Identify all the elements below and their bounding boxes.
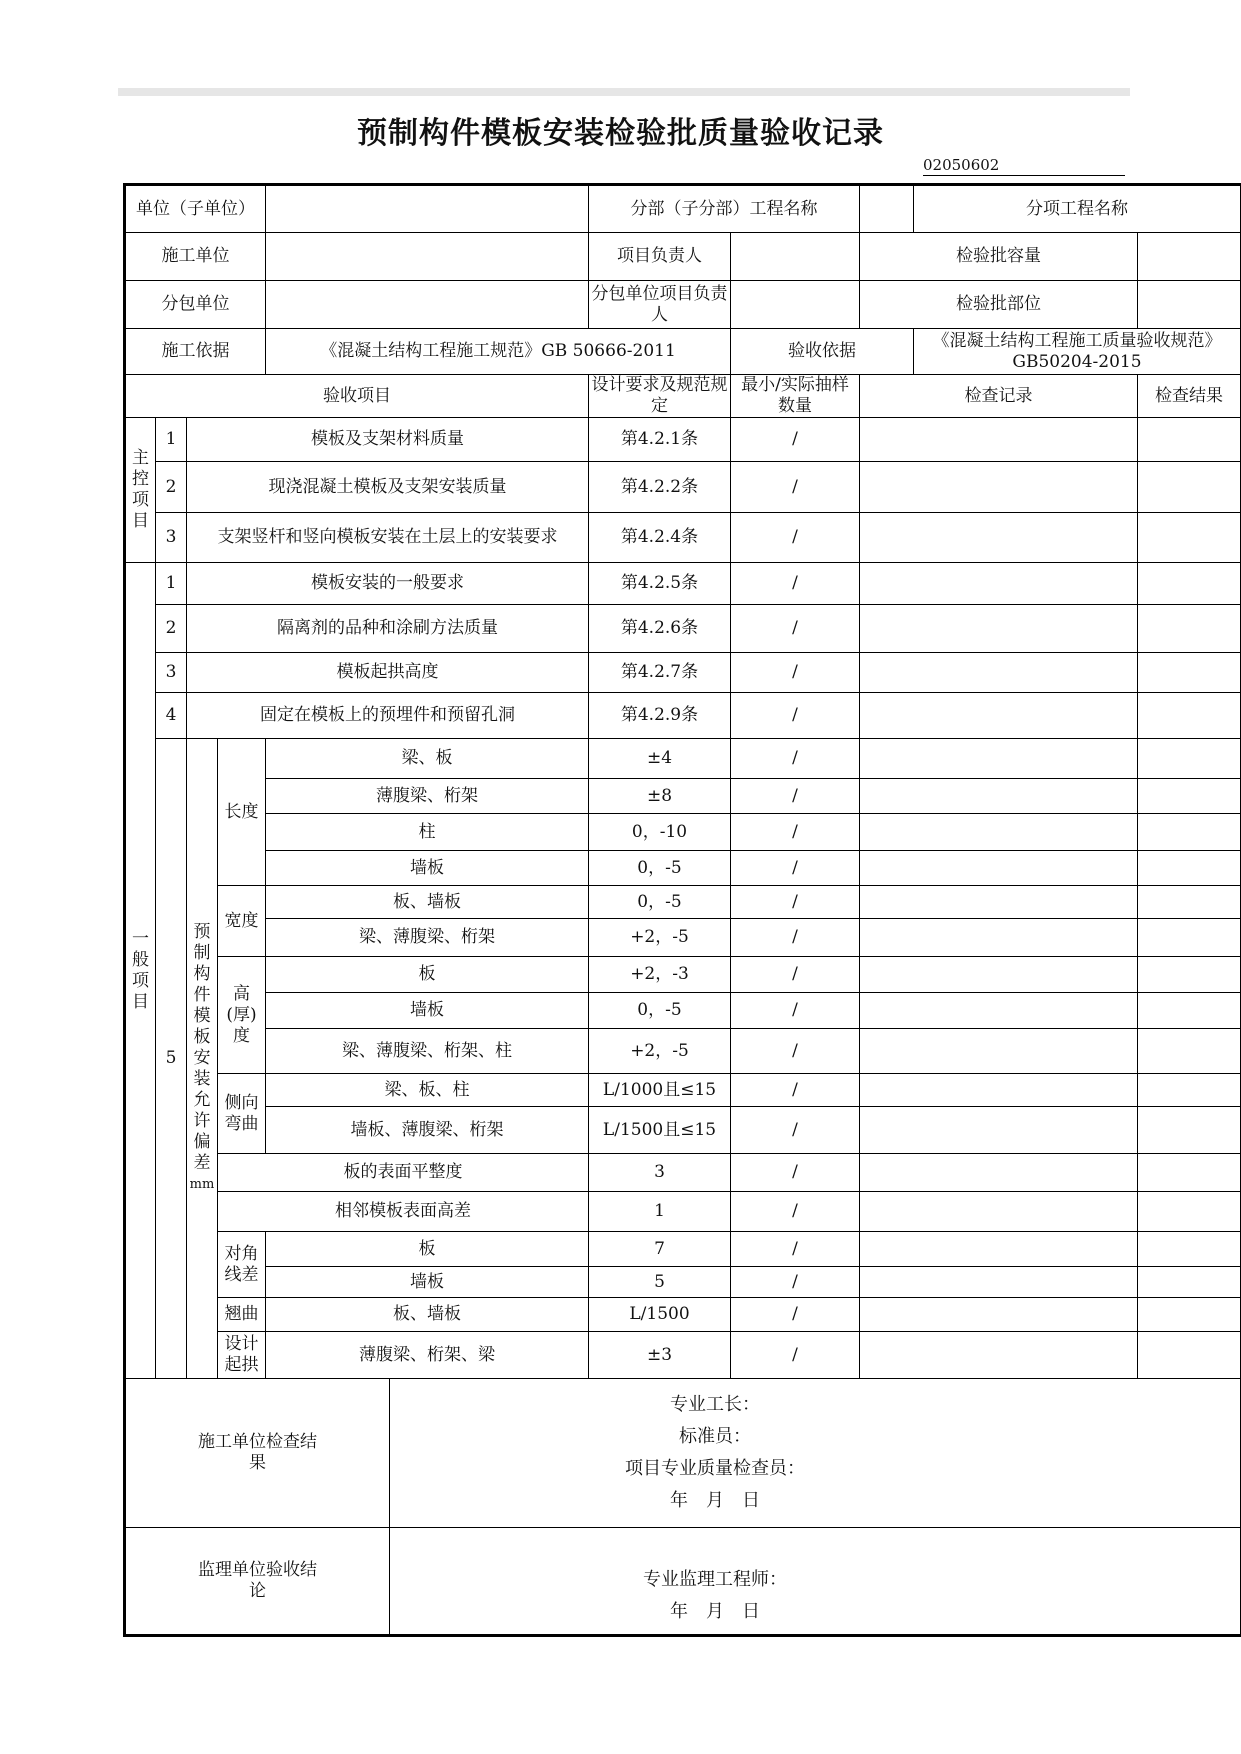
tol-spec: 7 [589, 1232, 731, 1267]
row-spec: 第4.2.1条 [589, 418, 731, 462]
tol-sample: / [731, 993, 860, 1029]
tol-sample: / [731, 1267, 860, 1298]
standard-officer-label: 标准员： [679, 1426, 751, 1447]
row-record[interactable] [860, 563, 1138, 605]
row-no: 2 [156, 462, 187, 513]
tol-result[interactable] [1138, 1232, 1241, 1267]
tol-record[interactable] [860, 1232, 1138, 1267]
row-spec: 第4.2.4条 [589, 513, 731, 563]
tol-spec: ±8 [589, 779, 731, 814]
tol-sample: / [731, 886, 860, 919]
main-control-label: 主 控 项 目 [125, 418, 156, 563]
tol-spec: L/1000且≤15 [589, 1074, 731, 1107]
tol-spec: 5 [589, 1267, 731, 1298]
tol-record[interactable] [860, 1192, 1138, 1232]
group-width: 宽度 [218, 886, 266, 957]
constr-signoff[interactable] [390, 1379, 1241, 1528]
row-no: 1 [156, 418, 187, 462]
row-record[interactable] [860, 513, 1138, 563]
tol-sample: / [731, 919, 860, 957]
row-result[interactable] [1138, 693, 1241, 739]
part-value[interactable] [1138, 281, 1241, 329]
row-no: 1 [156, 563, 187, 605]
tol-record[interactable] [860, 1107, 1138, 1154]
row-item: 支架竖杆和竖向模板安装在土层上的安装要求 [187, 513, 589, 563]
row-item: 隔离剂的品种和涂刷方法质量 [187, 605, 589, 653]
tol-spec: 0，-10 [589, 814, 731, 851]
row-item: 模板安装的一般要求 [187, 563, 589, 605]
group-warp: 翘曲 [218, 1298, 266, 1332]
row-no: 5 [156, 739, 187, 1379]
tol-record[interactable] [860, 779, 1138, 814]
row-spec: 第4.2.5条 [589, 563, 731, 605]
tol-item: 梁、板 [266, 739, 589, 779]
tol-record[interactable] [860, 957, 1138, 993]
row-sample: / [731, 653, 860, 693]
tol-record[interactable] [860, 1074, 1138, 1107]
tol-result[interactable] [1138, 739, 1241, 779]
constr-unit-value[interactable] [266, 233, 589, 281]
tol-record[interactable] [860, 851, 1138, 886]
tol-record[interactable] [860, 814, 1138, 851]
tol-item: 板、墙板 [266, 886, 589, 919]
col-design: 设计要求及规范规定 [589, 375, 731, 418]
group-arch: 设计起拱 [218, 1332, 266, 1379]
row-item: 模板起拱高度 [187, 653, 589, 693]
row-result[interactable] [1138, 513, 1241, 563]
sub-item-label: 分项工程名称 [914, 185, 1241, 233]
row-sample: / [731, 693, 860, 739]
tol-sample: / [731, 1332, 860, 1379]
tol-result[interactable] [1138, 1074, 1241, 1107]
sub-pm-value[interactable] [731, 281, 860, 329]
row-sample: / [731, 605, 860, 653]
capacity-label: 检验批容量 [860, 233, 1138, 281]
tol-item: 板 [266, 957, 589, 993]
constr-unit-label: 施工单位 [125, 233, 266, 281]
tol-record[interactable] [860, 993, 1138, 1029]
row-record[interactable] [860, 605, 1138, 653]
date-line: 年 月 日 [670, 1601, 760, 1622]
group-flatness: 板的表面平整度 [218, 1154, 589, 1192]
unit-label: 单位（子单位） [125, 185, 266, 233]
tol-item: 薄腹梁、桁架 [266, 779, 589, 814]
tol-sample: / [731, 851, 860, 886]
row-item: 现浇混凝土模板及支架安装质量 [187, 462, 589, 513]
tol-item: 梁、薄腹梁、桁架、柱 [266, 1029, 589, 1074]
tol-result[interactable] [1138, 886, 1241, 919]
row-sample: / [731, 563, 860, 605]
tol-result[interactable] [1138, 993, 1241, 1029]
row-result[interactable] [1138, 462, 1241, 513]
tol-result[interactable] [1138, 1298, 1241, 1332]
tol-record[interactable] [860, 1298, 1138, 1332]
tol-spec: L/1500且≤15 [589, 1107, 731, 1154]
group-diagonal: 对角线差 [218, 1232, 266, 1298]
tol-result[interactable] [1138, 957, 1241, 993]
tol-spec: +2，-5 [589, 919, 731, 957]
row-result[interactable] [1138, 418, 1241, 462]
row-sample: / [731, 462, 860, 513]
pm-label: 项目负责人 [589, 233, 731, 281]
group-length: 长度 [218, 739, 266, 886]
tol-item: 墙板 [266, 993, 589, 1029]
capacity-value[interactable] [1138, 233, 1241, 281]
tol-sample: / [731, 1074, 860, 1107]
col-sample: 最小/实际抽样数量 [731, 375, 860, 418]
general-label: 一 般 项 目 [125, 563, 156, 1379]
tol-spec: +2，-5 [589, 1029, 731, 1074]
subcontractor-value[interactable] [266, 281, 589, 329]
tolerance-label: 预 制 构 件 模 板 安 装 允 许 偏 差 mm [187, 739, 218, 1379]
tol-item: 板、墙板 [266, 1298, 589, 1332]
tol-sample: / [731, 1232, 860, 1267]
tol-result[interactable] [1138, 1029, 1241, 1074]
tol-sample: / [731, 739, 860, 779]
tol-record[interactable] [860, 1332, 1138, 1379]
accept-value: 《混凝土结构工程施工质量验收规范》GB50204-2015 [914, 329, 1241, 375]
tol-item: 墙板、薄腹梁、桁架 [266, 1107, 589, 1154]
group-bend: 侧向弯曲 [218, 1074, 266, 1154]
tol-sample: / [731, 1107, 860, 1154]
page-title: 预制构件模板安装检验批质量验收记录 [357, 116, 884, 151]
tol-result[interactable] [1138, 1107, 1241, 1154]
basis-value: 《混凝土结构工程施工规范》GB 50666-2011 [266, 329, 731, 375]
tol-sample: / [731, 1154, 860, 1192]
tol-spec: 0，-5 [589, 851, 731, 886]
row-spec: 第4.2.6条 [589, 605, 731, 653]
row-spec: 第4.2.7条 [589, 653, 731, 693]
row-item: 固定在模板上的预埋件和预留孔洞 [187, 693, 589, 739]
tol-result[interactable] [1138, 1192, 1241, 1232]
tol-record[interactable] [860, 739, 1138, 779]
sub-pm-label: 分包单位项目负责人 [589, 281, 731, 329]
group-height: 高(厚)度 [218, 957, 266, 1074]
supervision-label: 监理单位验收结论 [125, 1528, 390, 1636]
quality-inspector-label: 项目专业质量检查员： [625, 1458, 805, 1479]
pm-value[interactable] [731, 233, 860, 281]
tol-item: 墙板 [266, 1267, 589, 1298]
part-label: 检验批部位 [860, 281, 1138, 329]
dept-value[interactable] [860, 185, 914, 233]
tol-sample: / [731, 1298, 860, 1332]
col-result: 检查结果 [1138, 375, 1241, 418]
tol-result[interactable] [1138, 779, 1241, 814]
col-record: 检查记录 [860, 375, 1138, 418]
row-spec: 第4.2.9条 [589, 693, 731, 739]
supervision-engineer-label: 专业监理工程师： [643, 1569, 787, 1590]
tol-spec: 0，-5 [589, 993, 731, 1029]
tol-spec: 0，-5 [589, 886, 731, 919]
tol-spec: +2，-3 [589, 957, 731, 993]
unit-value[interactable] [266, 185, 589, 233]
tol-spec: 1 [589, 1192, 731, 1232]
row-no: 3 [156, 653, 187, 693]
basis-label: 施工依据 [125, 329, 266, 375]
tol-item: 柱 [266, 814, 589, 851]
row-no: 4 [156, 693, 187, 739]
accept-label: 验收依据 [731, 329, 914, 375]
tol-item: 板 [266, 1232, 589, 1267]
tol-sample: / [731, 1029, 860, 1074]
row-record[interactable] [860, 418, 1138, 462]
row-item: 模板及支架材料质量 [187, 418, 589, 462]
row-sample: / [731, 513, 860, 563]
row-sample: / [731, 418, 860, 462]
tol-result[interactable] [1138, 1267, 1241, 1298]
col-item: 验收项目 [125, 375, 589, 418]
constr-check-label: 施工单位检查结果 [125, 1379, 390, 1528]
row-record[interactable] [860, 653, 1138, 693]
row-no: 2 [156, 605, 187, 653]
top-bar [118, 88, 1130, 96]
tol-sample: / [731, 779, 860, 814]
tol-record[interactable] [860, 886, 1138, 919]
tol-item: 梁、薄腹梁、桁架 [266, 919, 589, 957]
row-result[interactable] [1138, 563, 1241, 605]
tol-spec: 3 [589, 1154, 731, 1192]
tol-result[interactable] [1138, 1154, 1241, 1192]
tol-result[interactable] [1138, 1332, 1241, 1379]
inspection-form [123, 183, 1241, 1637]
tol-record[interactable] [860, 1267, 1138, 1298]
tol-record[interactable] [860, 1029, 1138, 1074]
tol-record[interactable] [860, 1154, 1138, 1192]
row-spec: 第4.2.2条 [589, 462, 731, 513]
tol-record[interactable] [860, 919, 1138, 957]
row-no: 3 [156, 513, 187, 563]
tol-result[interactable] [1138, 919, 1241, 957]
tol-sample: / [731, 814, 860, 851]
tol-item: 墙板 [266, 851, 589, 886]
tol-item: 薄腹梁、桁架、梁 [266, 1332, 589, 1379]
tol-spec: ±3 [589, 1332, 731, 1379]
tol-result[interactable] [1138, 814, 1241, 851]
dept-label: 分部（子分部）工程名称 [589, 185, 860, 233]
tol-sample: / [731, 957, 860, 993]
tol-result[interactable] [1138, 851, 1241, 886]
group-adjacent: 相邻模板表面高差 [218, 1192, 589, 1232]
row-result[interactable] [1138, 605, 1241, 653]
tol-sample: / [731, 1192, 860, 1232]
supervision-signoff[interactable] [390, 1528, 1241, 1636]
row-result[interactable] [1138, 653, 1241, 693]
form-code: 02050602 [923, 156, 1125, 176]
foreman-label: 专业工长： [670, 1394, 760, 1415]
tol-spec: ±4 [589, 739, 731, 779]
row-record[interactable] [860, 462, 1138, 513]
tol-item: 梁、板、柱 [266, 1074, 589, 1107]
date-line: 年 月 日 [670, 1490, 760, 1511]
subcontractor-label: 分包单位 [125, 281, 266, 329]
row-record[interactable] [860, 693, 1138, 739]
tol-spec: L/1500 [589, 1298, 731, 1332]
